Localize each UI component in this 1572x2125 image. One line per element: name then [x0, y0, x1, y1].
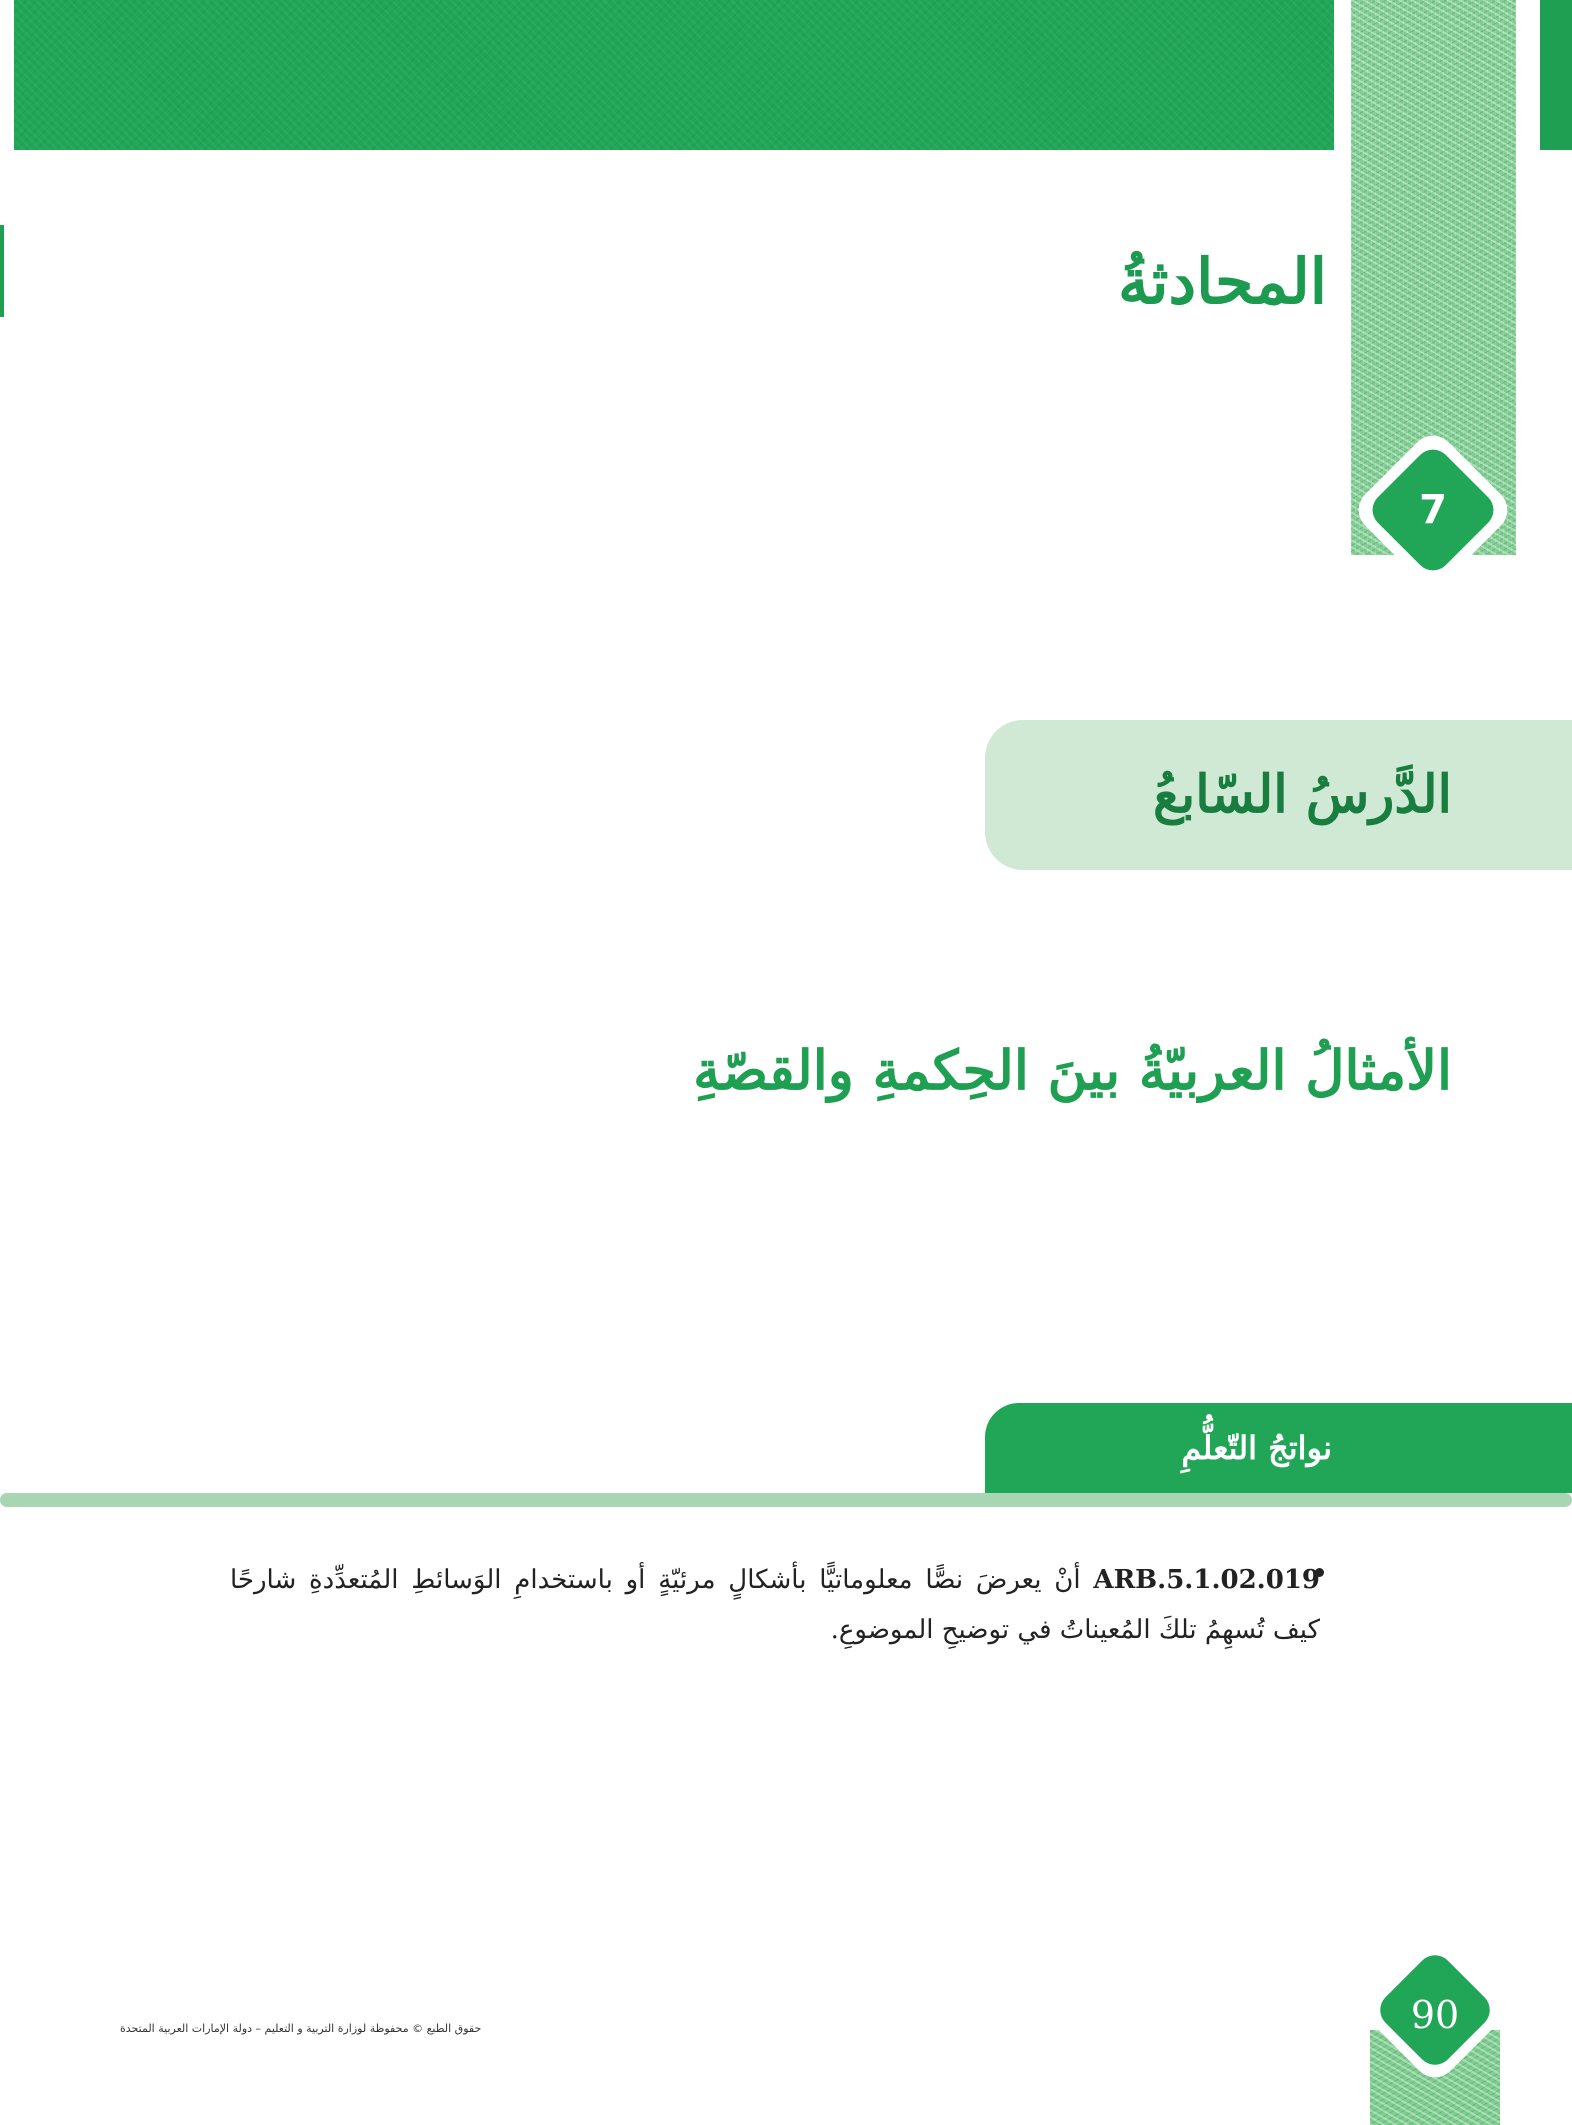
lesson-label: الدَّرسُ السّابعُ — [1153, 764, 1452, 825]
copyright-notice: حقوق الطبع © محفوظة لوزارة التربية و التعليم – دولة الإمارات العربية المتحدة — [120, 2022, 482, 2035]
section-title: المحادثةُ — [1118, 245, 1327, 318]
header-band — [14, 0, 1334, 150]
header-band-edge — [1540, 0, 1572, 150]
left-edge-marker — [0, 225, 4, 317]
chapter-number: 7 — [1419, 487, 1447, 533]
learning-outcomes-heading: نواتجُ التّعلُّمِ — [1181, 1429, 1332, 1467]
learning-outcome-item — [230, 1555, 1320, 1655]
page-number: 90 — [1410, 1993, 1460, 2037]
outcome-code: ARB.5.1.02.019 — [1093, 1565, 1321, 1595]
learning-outcomes-tab — [985, 1403, 1572, 1493]
learning-outcomes-divider — [0, 1493, 1572, 1507]
outcome-text: أنْ يعرضَ نصًّا معلوماتيًّا بأشكالٍ مرئيّةٍ أو باستخدامِ الوَسائطِ المُتعدِّدةِ شارحًا كيف تُسهِمُ تلكَ المُعيناتُ في توضيحِ الموضوعِ. — [230, 1565, 1320, 1645]
lesson-label-box — [985, 720, 1572, 870]
lesson-subject-title: الأمثالُ العربيّةُ بينَ الحِكمةِ والقصّةِ — [693, 1038, 1452, 1102]
